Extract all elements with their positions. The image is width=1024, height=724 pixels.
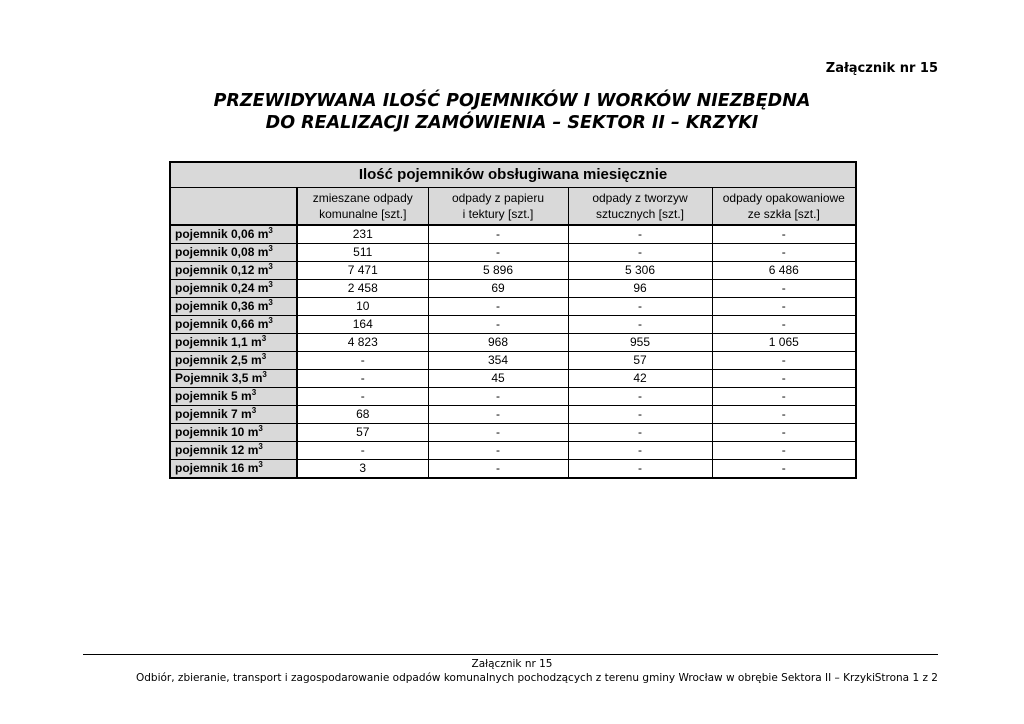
- table-cell: -: [428, 316, 568, 334]
- row-label: [170, 262, 297, 280]
- container-quantity-table: [169, 161, 857, 479]
- table-cell: 1 065: [712, 334, 856, 352]
- unit-exponent: 3: [258, 460, 263, 469]
- table-cell: -: [712, 316, 856, 334]
- unit-exponent: 3: [258, 442, 263, 451]
- table-cell: -: [712, 442, 856, 460]
- table-row: [170, 225, 856, 244]
- footer-divider: [83, 654, 938, 655]
- unit-exponent: 3: [268, 316, 273, 325]
- table-cell: 354: [428, 352, 568, 370]
- table-row: [170, 244, 856, 262]
- column-header: [712, 188, 856, 226]
- table-cell: -: [297, 442, 428, 460]
- table-cell: -: [297, 352, 428, 370]
- table-cell: -: [568, 406, 712, 424]
- table-body: [170, 225, 856, 478]
- column-header-line: odpady opakowaniowe: [722, 191, 845, 205]
- row-label-text: pojemnik 10 m: [175, 425, 259, 439]
- table-cell: 2 458: [297, 280, 428, 298]
- table-row: [170, 316, 856, 334]
- row-label: [170, 280, 297, 298]
- unit-exponent: 3: [268, 262, 273, 271]
- unit-exponent: 3: [262, 370, 267, 379]
- table-cell: -: [712, 406, 856, 424]
- table-row: [170, 370, 856, 388]
- table-cell: 57: [568, 352, 712, 370]
- row-label: [170, 424, 297, 442]
- table-cell: -: [712, 225, 856, 244]
- table-cell: 164: [297, 316, 428, 334]
- column-header: [428, 188, 568, 226]
- table-caption: Ilość pojemników obsługiwana miesięcznie: [170, 162, 856, 188]
- row-label: [170, 225, 297, 244]
- table-cell: 10: [297, 298, 428, 316]
- column-header: [297, 188, 428, 226]
- column-header: [568, 188, 712, 226]
- table-cell: -: [297, 388, 428, 406]
- table-cell: 42: [568, 370, 712, 388]
- table-cell: -: [712, 370, 856, 388]
- table-cell: 4 823: [297, 334, 428, 352]
- title-line-2: DO REALIZACJI ZAMÓWIENIA – SEKTOR II – KRZYKI: [265, 113, 759, 133]
- row-label: [170, 460, 297, 479]
- row-label: [170, 388, 297, 406]
- table-cell: -: [568, 442, 712, 460]
- table-cell: -: [428, 460, 568, 479]
- table-cell: -: [428, 388, 568, 406]
- table-cell: 57: [297, 424, 428, 442]
- unit-exponent: 3: [268, 226, 273, 235]
- table-row: [170, 352, 856, 370]
- row-label-text: pojemnik 1,1 m: [175, 335, 262, 349]
- table-cell: -: [428, 406, 568, 424]
- table-cell: -: [712, 298, 856, 316]
- row-label-text: pojemnik 0,06 m: [175, 227, 269, 241]
- table-row: [170, 262, 856, 280]
- table-cell: -: [712, 388, 856, 406]
- table-cell: -: [568, 244, 712, 262]
- table-cell: 5 306: [568, 262, 712, 280]
- table-cell: 69: [428, 280, 568, 298]
- title-line-1: PRZEWIDYWANA ILOŚĆ POJEMNIKÓW I WORKÓW NIEZBĘDNA: [213, 91, 811, 111]
- row-label-text: pojemnik 0,36 m: [175, 299, 269, 313]
- table-cell: -: [712, 460, 856, 479]
- table-row: [170, 442, 856, 460]
- row-label-text: pojemnik 0,12 m: [175, 263, 269, 277]
- table-cell: -: [568, 298, 712, 316]
- column-header-line: odpady z tworzyw: [592, 191, 688, 205]
- document-title: [0, 90, 1024, 134]
- table-cell: -: [712, 424, 856, 442]
- row-label-text: pojemnik 0,66 m: [175, 317, 269, 331]
- column-header-line: odpady z papieru: [451, 191, 545, 205]
- column-header-line: zmieszane odpady: [312, 191, 413, 205]
- table-cell: 511: [297, 244, 428, 262]
- row-label: [170, 406, 297, 424]
- row-label-text: Pojemnik 3,5 m: [175, 371, 263, 385]
- row-label-text: pojemnik 0,08 m: [175, 245, 269, 259]
- unit-exponent: 3: [258, 424, 263, 433]
- footer-description: Odbiór, zbieranie, transport i zagospodarowanie odpadów komunalnych pochodzących z terenu gminy Wrocław w obrębie Sektora II – Krzyki: [136, 672, 876, 684]
- row-label-text: pojemnik 0,24 m: [175, 281, 269, 295]
- table-cell: -: [568, 388, 712, 406]
- row-label: [170, 334, 297, 352]
- table-cell: -: [568, 316, 712, 334]
- table-cell: -: [568, 424, 712, 442]
- table-row: [170, 280, 856, 298]
- row-label: [170, 370, 297, 388]
- row-label: [170, 352, 297, 370]
- footer-page-number: Strona 1 z 2: [874, 672, 938, 684]
- table-cell: 45: [428, 370, 568, 388]
- row-label-text: pojemnik 16 m: [175, 461, 259, 475]
- table-cell: -: [428, 298, 568, 316]
- row-label-text: pojemnik 2,5 m: [175, 353, 262, 367]
- row-label-text: pojemnik 5 m: [175, 389, 252, 403]
- table-cell: -: [428, 424, 568, 442]
- row-label: [170, 316, 297, 334]
- unit-exponent: 3: [261, 352, 267, 361]
- row-label-text: pojemnik 12 m: [175, 443, 259, 457]
- column-header-line: ze szkła [szt.]: [747, 207, 820, 221]
- table-cell: -: [712, 244, 856, 262]
- column-header-line: komunalne [szt.]: [319, 207, 407, 221]
- annex-label: Załącznik nr 15: [825, 61, 938, 76]
- table-cell: 955: [568, 334, 712, 352]
- table-cell: -: [428, 442, 568, 460]
- table-cell: 3: [297, 460, 428, 479]
- table-corner-cell: [170, 188, 297, 226]
- table-cell: 7 471: [297, 262, 428, 280]
- row-label: [170, 442, 297, 460]
- row-label: [170, 298, 297, 316]
- table-cell: 6 486: [712, 262, 856, 280]
- table-cell: -: [712, 280, 856, 298]
- unit-exponent: 3: [268, 244, 273, 253]
- table-cell: 231: [297, 225, 428, 244]
- table-cell: -: [428, 225, 568, 244]
- table-row: [170, 388, 856, 406]
- table-cell: -: [297, 370, 428, 388]
- footer-annex: Załącznik nr 15: [471, 658, 553, 670]
- table-cell: 68: [297, 406, 428, 424]
- table-row: [170, 460, 856, 479]
- table-cell: -: [712, 352, 856, 370]
- table-cell: 5 896: [428, 262, 568, 280]
- row-label: [170, 244, 297, 262]
- table-cell: 968: [428, 334, 568, 352]
- table-row: [170, 424, 856, 442]
- table-row: [170, 406, 856, 424]
- unit-exponent: 3: [251, 406, 257, 415]
- column-header-line: sztucznych [szt.]: [595, 207, 685, 221]
- row-label-text: pojemnik 7 m: [175, 407, 252, 421]
- column-header-line: i tektury [szt.]: [462, 207, 534, 221]
- table-row: [170, 298, 856, 316]
- table-cell: 96: [568, 280, 712, 298]
- table-cell: -: [568, 225, 712, 244]
- unit-exponent: 3: [268, 298, 273, 307]
- table-row: [170, 334, 856, 352]
- table-cell: -: [568, 460, 712, 479]
- unit-exponent: 3: [261, 334, 267, 343]
- unit-exponent: 3: [268, 280, 273, 289]
- table-cell: -: [428, 244, 568, 262]
- unit-exponent: 3: [251, 388, 257, 397]
